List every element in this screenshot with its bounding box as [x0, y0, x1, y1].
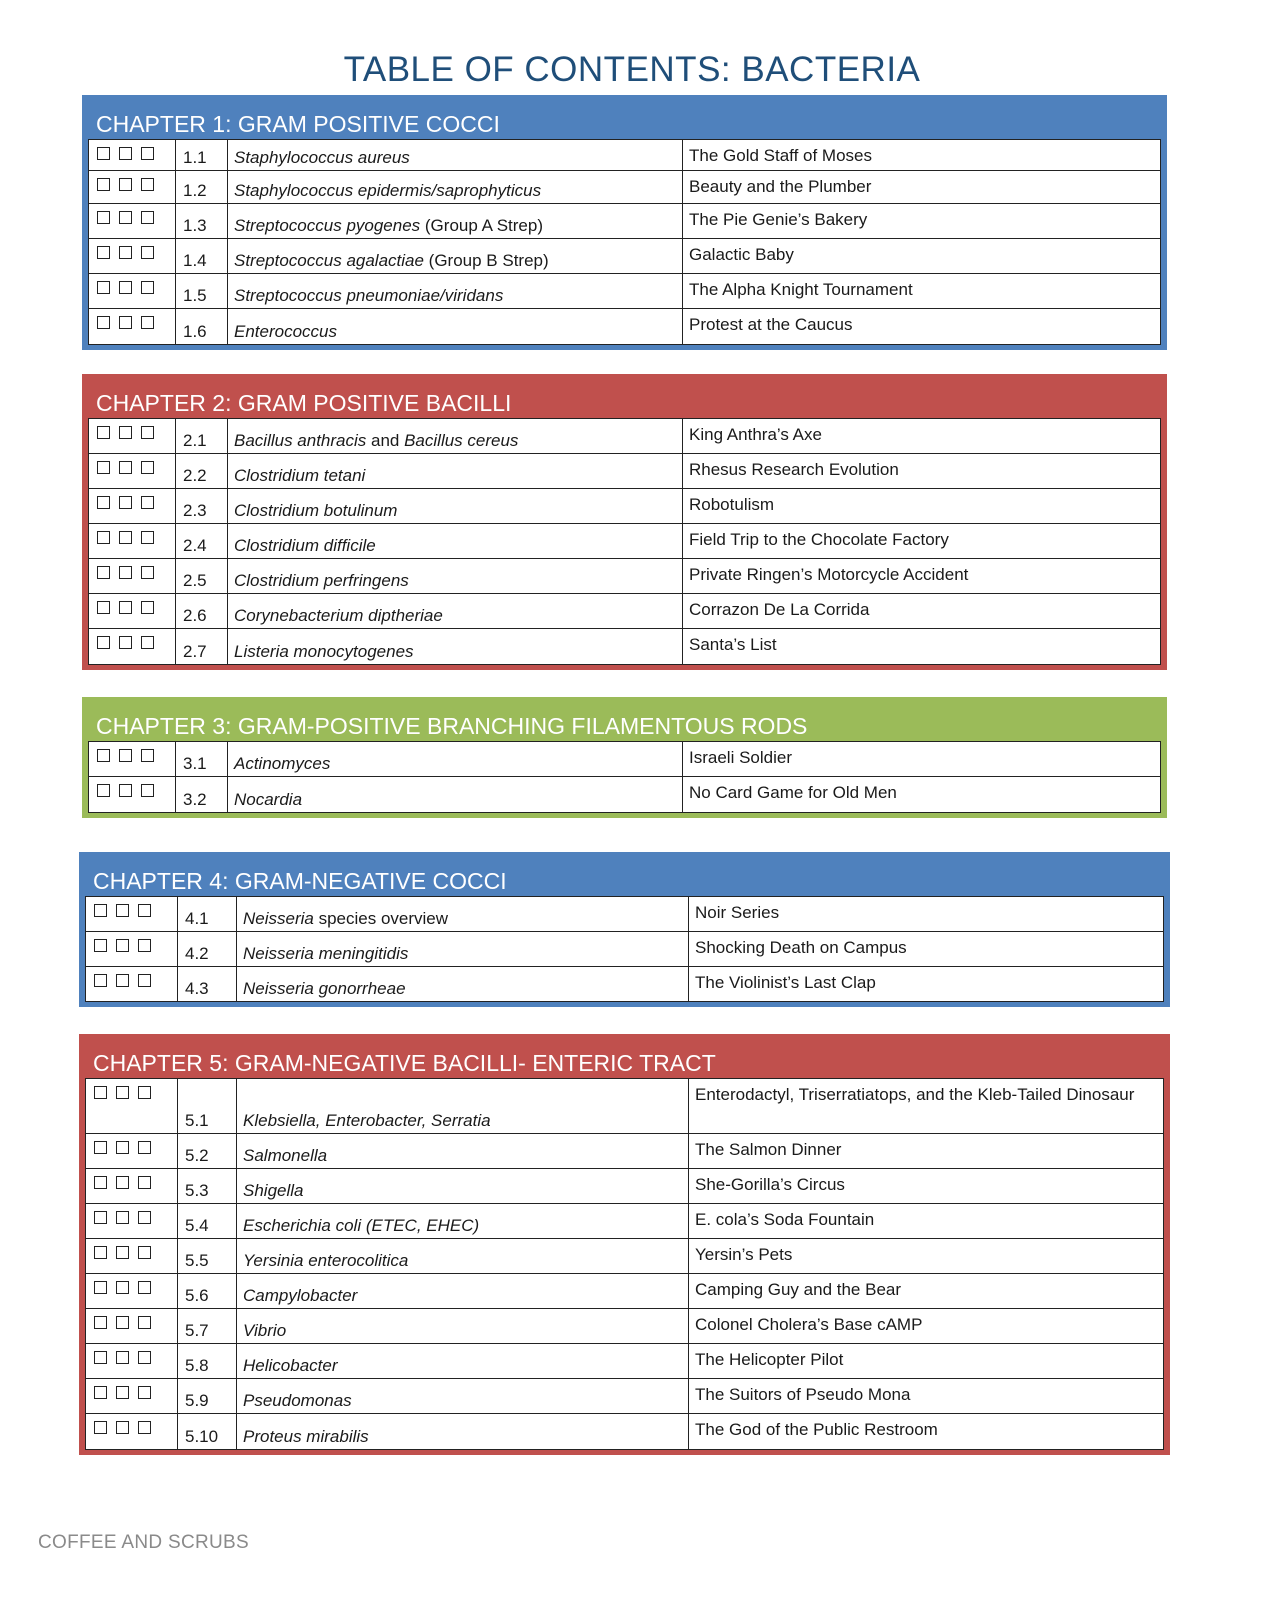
review-checkbox[interactable] [94, 1281, 107, 1294]
review-checkbox[interactable] [116, 1421, 129, 1434]
table-row [86, 1309, 1164, 1344]
table-row [89, 629, 1161, 665]
review-checkbox[interactable] [116, 1176, 129, 1189]
table-row [86, 1274, 1164, 1309]
organism-name [228, 140, 683, 171]
review-checkboxes [86, 1274, 178, 1309]
organism-name-plain: (Group A Strep) [420, 216, 544, 235]
review-checkbox[interactable] [138, 974, 151, 987]
organism-name [228, 204, 683, 239]
review-checkbox[interactable] [141, 461, 154, 474]
review-checkbox[interactable] [138, 1386, 151, 1399]
review-checkbox[interactable] [97, 281, 110, 294]
chapter-2 [82, 374, 1167, 670]
organism-name-italic: Corynebacterium diptheriae [234, 606, 443, 625]
chapter-title: CHAPTER 1: GRAM POSITIVE COCCI [96, 111, 500, 137]
organism-name [228, 594, 683, 629]
section-number: 5.5 [178, 1239, 237, 1274]
section-number: 5.4 [178, 1204, 237, 1239]
table-row [86, 1079, 1164, 1134]
review-checkbox[interactable] [141, 784, 154, 797]
organism-name-italic: Listeria monocytogenes [234, 642, 414, 661]
review-checkbox[interactable] [97, 246, 110, 259]
story-title: Beauty and the Plumber [683, 171, 1161, 204]
story-title: The Alpha Knight Tournament [683, 274, 1161, 309]
section-number: 2.3 [176, 489, 228, 524]
table-row [89, 524, 1161, 559]
story-title: Noir Series [689, 897, 1164, 932]
organism-name-italic: Clostridium perfringens [234, 571, 409, 590]
organism-name-plain: (Group B Strep) [423, 251, 549, 270]
review-checkbox[interactable] [141, 281, 154, 294]
review-checkbox[interactable] [119, 246, 132, 259]
section-number: 2.6 [176, 594, 228, 629]
section-number: 5.8 [178, 1344, 237, 1379]
organism-name [228, 629, 683, 665]
review-checkbox[interactable] [141, 211, 154, 224]
review-checkboxes [86, 932, 178, 967]
review-checkbox[interactable] [94, 939, 107, 952]
section-number: 1.6 [176, 309, 228, 345]
story-title: Robotulism [683, 489, 1161, 524]
table-row [89, 204, 1161, 239]
review-checkbox[interactable] [116, 1316, 129, 1329]
review-checkbox[interactable] [141, 246, 154, 259]
section-number: 4.1 [178, 897, 237, 932]
review-checkboxes [86, 1309, 178, 1344]
organism-name-italic: Campylobacter [243, 1286, 358, 1305]
chapter-table [85, 1078, 1164, 1450]
story-title: Rhesus Research Evolution [683, 454, 1161, 489]
review-checkbox[interactable] [94, 1351, 107, 1364]
organism-name [228, 777, 683, 813]
story-title: Yersin’s Pets [689, 1239, 1164, 1274]
chapter-table [88, 741, 1161, 813]
table-row [86, 897, 1164, 932]
table-row [89, 309, 1161, 345]
chapter-1 [82, 95, 1167, 350]
section-number: 2.1 [176, 419, 228, 454]
review-checkboxes [89, 171, 176, 204]
organism-name [228, 239, 683, 274]
organism-name-italic: Clostridium tetani [234, 466, 366, 485]
table-row [86, 967, 1164, 1002]
review-checkboxes [89, 274, 176, 309]
review-checkbox[interactable] [119, 566, 132, 579]
organism-name-italic: Shigella [243, 1181, 304, 1200]
organism-name-italic: Helicobacter [243, 1356, 338, 1375]
chapter-title: CHAPTER 3: GRAM-POSITIVE BRANCHING FILAMENTOUS RODS [96, 713, 808, 739]
story-title: The Helicopter Pilot [689, 1344, 1164, 1379]
review-checkbox[interactable] [116, 1386, 129, 1399]
section-number: 5.3 [178, 1169, 237, 1204]
review-checkbox[interactable] [97, 426, 110, 439]
section-number: 1.1 [176, 140, 228, 171]
table-row [86, 1379, 1164, 1414]
review-checkbox[interactable] [119, 601, 132, 614]
review-checkbox[interactable] [141, 531, 154, 544]
organism-name-italic: Vibrio [243, 1321, 287, 1340]
review-checkbox[interactable] [97, 749, 110, 762]
organism-name [237, 1134, 689, 1169]
organism-name [237, 1309, 689, 1344]
review-checkbox[interactable] [119, 496, 132, 509]
review-checkbox[interactable] [94, 1211, 107, 1224]
organism-name [228, 274, 683, 309]
footer-brand: COFFEE AND SCRUBS [38, 1532, 249, 1553]
review-checkboxes [86, 1239, 178, 1274]
review-checkbox[interactable] [138, 1176, 151, 1189]
section-number: 5.10 [178, 1414, 237, 1450]
section-number: 2.2 [176, 454, 228, 489]
table-row [89, 419, 1161, 454]
story-title: Shocking Death on Campus [689, 932, 1164, 967]
review-checkbox[interactable] [138, 1316, 151, 1329]
review-checkboxes [89, 454, 176, 489]
review-checkbox[interactable] [138, 1246, 151, 1259]
organism-name-italic: Nocardia [234, 790, 303, 809]
section-number: 3.2 [176, 777, 228, 813]
review-checkbox[interactable] [97, 784, 110, 797]
table-row [89, 489, 1161, 524]
table-row [89, 742, 1161, 777]
organism-name [228, 171, 683, 204]
section-number: 1.2 [176, 171, 228, 204]
chapter-table [88, 418, 1161, 665]
review-checkbox[interactable] [119, 531, 132, 544]
chapter-title: CHAPTER 5: GRAM-NEGATIVE BACILLI- ENTERIC TRACT [93, 1050, 716, 1076]
organism-name-italic: Salmonella [243, 1146, 328, 1165]
review-checkbox[interactable] [97, 496, 110, 509]
section-number: 1.4 [176, 239, 228, 274]
table-row [86, 932, 1164, 967]
table-row [86, 1414, 1164, 1450]
story-title: Colonel Cholera’s Base cAMP [689, 1309, 1164, 1344]
section-number: 1.3 [176, 204, 228, 239]
table-row [89, 777, 1161, 813]
organism-name [237, 1344, 689, 1379]
review-checkboxes [86, 1379, 178, 1414]
organism-name [228, 489, 683, 524]
review-checkbox[interactable] [97, 566, 110, 579]
review-checkboxes [86, 897, 178, 932]
review-checkboxes [89, 777, 176, 813]
review-checkbox[interactable] [119, 636, 132, 649]
story-title: Private Ringen’s Motorcycle Accident [683, 559, 1161, 594]
organism-name-italic: Neisseria gonorrheae [243, 979, 406, 998]
section-number: 2.7 [176, 629, 228, 665]
story-title: The Violinist’s Last Clap [689, 967, 1164, 1002]
review-checkbox[interactable] [141, 496, 154, 509]
chapter-4 [79, 852, 1170, 1007]
section-number: 5.7 [178, 1309, 237, 1344]
review-checkbox[interactable] [138, 1421, 151, 1434]
review-checkbox[interactable] [138, 904, 151, 917]
organism-name [237, 932, 689, 967]
review-checkbox[interactable] [97, 461, 110, 474]
review-checkbox[interactable] [94, 1176, 107, 1189]
organism-name-italic: Pseudomonas [243, 1391, 352, 1410]
story-title: She-Gorilla’s Circus [689, 1169, 1164, 1204]
review-checkbox[interactable] [141, 636, 154, 649]
chapter-5 [79, 1034, 1170, 1455]
review-checkbox[interactable] [138, 939, 151, 952]
organism-name [237, 1239, 689, 1274]
review-checkboxes [86, 1414, 178, 1450]
story-title: No Card Game for Old Men [683, 777, 1161, 813]
table-row [89, 274, 1161, 309]
review-checkbox[interactable] [116, 1246, 129, 1259]
review-checkbox[interactable] [119, 281, 132, 294]
organism-name-italic: Bacillus anthracis [234, 431, 367, 450]
review-checkbox[interactable] [119, 426, 132, 439]
story-title: The Pie Genie’s Bakery [683, 204, 1161, 239]
review-checkbox[interactable] [97, 601, 110, 614]
table-row [86, 1204, 1164, 1239]
review-checkboxes [89, 489, 176, 524]
review-checkbox[interactable] [141, 601, 154, 614]
review-checkbox[interactable] [97, 211, 110, 224]
review-checkbox[interactable] [138, 1281, 151, 1294]
review-checkbox[interactable] [119, 784, 132, 797]
table-row [89, 239, 1161, 274]
section-number: 1.5 [176, 274, 228, 309]
table-row [86, 1169, 1164, 1204]
section-number: 5.1 [178, 1079, 237, 1134]
table-row [89, 594, 1161, 629]
organism-name-italic: Klebsiella, Enterobacter, Serratia [243, 1111, 491, 1130]
story-title: Galactic Baby [683, 239, 1161, 274]
review-checkboxes [89, 524, 176, 559]
chapter-title: CHAPTER 4: GRAM-NEGATIVE COCCI [93, 868, 507, 894]
review-checkboxes [89, 742, 176, 777]
review-checkbox[interactable] [141, 566, 154, 579]
organism-name [228, 454, 683, 489]
organism-name-italic: Bacillus cereus [404, 431, 519, 450]
review-checkbox[interactable] [97, 147, 110, 160]
story-title: Corrazon De La Corrida [683, 594, 1161, 629]
organism-name [237, 1169, 689, 1204]
section-number: 5.2 [178, 1134, 237, 1169]
table-row [89, 171, 1161, 204]
review-checkbox[interactable] [119, 211, 132, 224]
table-row [89, 454, 1161, 489]
organism-name-plain: species overview [313, 909, 449, 928]
review-checkbox[interactable] [119, 178, 132, 191]
review-checkboxes [86, 1169, 178, 1204]
story-title: The God of the Public Restroom [689, 1414, 1164, 1450]
review-checkbox[interactable] [141, 426, 154, 439]
review-checkbox[interactable] [94, 1141, 107, 1154]
review-checkbox[interactable] [94, 1421, 107, 1434]
organism-name [228, 742, 683, 777]
organism-name-italic: Streptococcus pyogenes [234, 216, 421, 235]
organism-name-italic: Clostridium difficile [234, 536, 376, 555]
organism-name-italic: Staphylococcus epidermis/saprophyticus [234, 181, 542, 200]
organism-name [228, 309, 683, 345]
chapter-3 [82, 697, 1167, 818]
organism-name [228, 524, 683, 559]
review-checkbox[interactable] [138, 1351, 151, 1364]
section-number: 5.9 [178, 1379, 237, 1414]
organism-name-plain: and [366, 431, 405, 450]
review-checkbox[interactable] [116, 939, 129, 952]
review-checkbox[interactable] [94, 1316, 107, 1329]
organism-name-italic: Proteus mirabilis [243, 1427, 369, 1446]
organism-name-italic: Enterococcus [234, 322, 337, 341]
section-number: 5.6 [178, 1274, 237, 1309]
organism-name-italic: Neisseria meningitidis [243, 944, 409, 963]
organism-name-italic: Yersinia enterocolitica [243, 1251, 409, 1270]
review-checkboxes [89, 239, 176, 274]
organism-name-italic: Clostridium botulinum [234, 501, 398, 520]
review-checkboxes [89, 140, 176, 171]
review-checkboxes [89, 559, 176, 594]
review-checkbox[interactable] [141, 749, 154, 762]
organism-name [237, 897, 689, 932]
organism-name-italic: Streptococcus agalactiae [234, 251, 424, 270]
story-title: Israeli Soldier [683, 742, 1161, 777]
organism-name [228, 559, 683, 594]
organism-name-italic: Actinomyces [234, 754, 331, 773]
page-title: TABLE OF CONTENTS: BACTERIA [343, 50, 921, 89]
review-checkbox[interactable] [116, 1281, 129, 1294]
review-checkbox[interactable] [141, 316, 154, 329]
review-checkbox[interactable] [119, 749, 132, 762]
section-number: 4.3 [178, 967, 237, 1002]
review-checkbox[interactable] [138, 1211, 151, 1224]
review-checkbox[interactable] [116, 1086, 129, 1099]
review-checkboxes [86, 1344, 178, 1379]
section-number: 3.1 [176, 742, 228, 777]
section-number: 2.4 [176, 524, 228, 559]
organism-name [237, 1379, 689, 1414]
review-checkboxes [86, 1134, 178, 1169]
review-checkbox[interactable] [138, 1141, 151, 1154]
review-checkbox[interactable] [97, 316, 110, 329]
review-checkboxes [89, 309, 176, 345]
review-checkboxes [89, 204, 176, 239]
organism-name [228, 419, 683, 454]
review-checkbox[interactable] [116, 1141, 129, 1154]
review-checkbox[interactable] [116, 904, 129, 917]
review-checkbox[interactable] [94, 1086, 107, 1099]
organism-name-italic: Escherichia coli (ETEC, EHEC) [243, 1216, 480, 1235]
review-checkbox[interactable] [138, 1086, 151, 1099]
story-title: E. cola’s Soda Fountain [689, 1204, 1164, 1239]
review-checkboxes [89, 419, 176, 454]
organism-name [237, 967, 689, 1002]
table-row [86, 1134, 1164, 1169]
review-checkbox[interactable] [94, 1246, 107, 1259]
section-number: 4.2 [178, 932, 237, 967]
review-checkbox[interactable] [97, 531, 110, 544]
review-checkboxes [86, 1204, 178, 1239]
review-checkbox[interactable] [116, 974, 129, 987]
review-checkbox[interactable] [116, 1211, 129, 1224]
story-title: The Salmon Dinner [689, 1134, 1164, 1169]
story-title: Field Trip to the Chocolate Factory [683, 524, 1161, 559]
story-title: Camping Guy and the Bear [689, 1274, 1164, 1309]
organism-name-italic: Streptococcus pneumoniae/viridans [234, 286, 504, 305]
review-checkbox[interactable] [116, 1351, 129, 1364]
section-number: 2.5 [176, 559, 228, 594]
chapter-table [85, 896, 1164, 1002]
review-checkbox[interactable] [119, 316, 132, 329]
review-checkbox[interactable] [97, 636, 110, 649]
table-row [89, 140, 1161, 171]
review-checkbox[interactable] [94, 904, 107, 917]
review-checkbox[interactable] [119, 461, 132, 474]
story-title: The Suitors of Pseudo Mona [689, 1379, 1164, 1414]
organism-name [237, 1204, 689, 1239]
review-checkboxes [89, 594, 176, 629]
review-checkbox[interactable] [119, 147, 132, 160]
story-title: Protest at the Caucus [683, 309, 1161, 345]
story-title: Enterodactyl, Triserratiatops, and the Kleb-Tailed Dinosaur [689, 1079, 1164, 1134]
story-title: The Gold Staff of Moses [683, 140, 1161, 171]
organism-name [237, 1079, 689, 1134]
organism-name-italic: Neisseria [243, 909, 314, 928]
review-checkbox[interactable] [94, 1386, 107, 1399]
review-checkboxes [86, 1079, 178, 1134]
review-checkboxes [89, 629, 176, 665]
organism-name [237, 1414, 689, 1450]
review-checkbox[interactable] [94, 974, 107, 987]
chapter-table [88, 139, 1161, 345]
table-row [86, 1239, 1164, 1274]
review-checkbox[interactable] [141, 178, 154, 191]
story-title: King Anthra’s Axe [683, 419, 1161, 454]
review-checkbox[interactable] [97, 178, 110, 191]
chapter-title: CHAPTER 2: GRAM POSITIVE BACILLI [96, 390, 512, 416]
story-title: Santa’s List [683, 629, 1161, 665]
table-row [86, 1344, 1164, 1379]
table-row [89, 559, 1161, 594]
organism-name [237, 1274, 689, 1309]
review-checkboxes [86, 967, 178, 1002]
organism-name-italic: Staphylococcus aureus [234, 148, 410, 167]
review-checkbox[interactable] [141, 147, 154, 160]
